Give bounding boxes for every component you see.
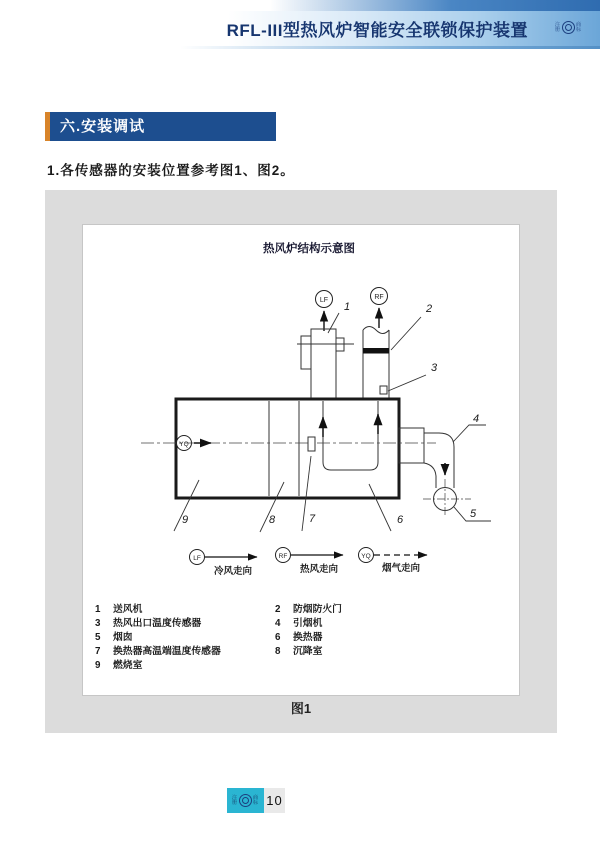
callout-2: 2 (426, 303, 433, 315)
callout-4: 4 (473, 413, 480, 425)
callout-7: 7 (309, 513, 316, 525)
lf-sensor-label: LF (319, 297, 329, 304)
trademark-logo (555, 21, 582, 34)
header-top-stripe (270, 0, 600, 11)
rf-sensor-label: RF (374, 294, 384, 301)
section-title: 六.安装调试 (45, 112, 276, 141)
trademark-emblem-icon (562, 21, 575, 34)
page-title: RFL-III型热风炉智能安全联锁保护装置 (226, 21, 528, 40)
furnace-diagram (83, 225, 519, 695)
part-no-7: 7 (95, 646, 101, 657)
parts-list (95, 602, 342, 671)
footer-trademark (232, 794, 259, 807)
callout-1: 1 (344, 301, 351, 313)
figure-frame (45, 190, 557, 733)
blower-symbol (297, 329, 354, 399)
part-no-4: 4 (275, 618, 281, 629)
diagram-title: 热风炉结构示意图 (263, 243, 355, 255)
part-name-4: 引烟机 (293, 618, 323, 629)
callout-8: 8 (269, 514, 276, 526)
part-name-2: 防烟防火门 (293, 604, 342, 615)
footer-emblem-icon (239, 794, 252, 807)
callout-6: 6 (397, 514, 404, 526)
outlet-temp-sensor-symbol (380, 386, 387, 394)
part-name-5: 烟囱 (113, 632, 133, 643)
flow-hot-label: 热风走向 (299, 564, 339, 575)
header-bottom-stripe (180, 46, 600, 49)
flow-cold-code: LF (193, 555, 201, 562)
callout-9: 9 (182, 514, 189, 526)
figure-caption: 图1 (290, 701, 312, 716)
part-name-7: 换热器高温端温度传感器 (113, 646, 221, 657)
part-name-9: 燃烧室 (113, 660, 143, 671)
hightemp-sensor-symbol (308, 437, 315, 451)
diagram-panel (82, 224, 520, 696)
heat-exchanger-tube-symbol (323, 401, 378, 470)
part-no-9: 9 (95, 660, 101, 671)
page-number: 10 (264, 788, 285, 813)
trademark-right-label: 商标 (576, 21, 582, 33)
footer-trademark-right: 商标 (253, 794, 259, 806)
page-footer (0, 788, 600, 814)
part-no-6: 6 (275, 632, 281, 643)
part-name-8: 沉降室 (293, 646, 323, 657)
part-no-1: 1 (95, 604, 101, 615)
flow-hot-code: RF (278, 553, 288, 560)
flow-legend-cold (190, 550, 258, 578)
trademark-left-label: 注册 (555, 21, 561, 33)
fire-damper-symbol (363, 348, 389, 354)
flow-gas-code: YQ (361, 553, 371, 560)
part-no-2: 2 (275, 604, 281, 615)
chimney-fan-symbol (423, 479, 471, 517)
flow-gas-label: 烟气走向 (381, 563, 421, 574)
flow-cold-label: 冷风走向 (213, 566, 253, 577)
rf-sensor-symbol (371, 288, 388, 329)
footer-trademark-left: 注册 (232, 794, 238, 806)
yq-sensor-label: YQ (179, 441, 189, 448)
page-header (0, 0, 600, 50)
flow-legend-hot (276, 548, 344, 576)
footer-logo (227, 788, 264, 813)
callout-5: 5 (470, 508, 477, 520)
intro-text: 1.各传感器的安装位置参考图1、图2。 (47, 163, 295, 178)
part-name-6: 换热器 (293, 632, 323, 643)
part-no-3: 3 (95, 618, 101, 629)
part-no-8: 8 (275, 646, 281, 657)
part-no-5: 5 (95, 632, 101, 643)
callout-3: 3 (431, 362, 438, 374)
part-name-1: 送风机 (113, 604, 143, 615)
flue-elbow-symbol (399, 428, 454, 488)
lf-sensor-symbol (316, 291, 333, 332)
part-name-3: 热风出口温度传感器 (113, 618, 202, 629)
furnace-body-symbol (176, 399, 399, 498)
flow-legend-gas (359, 548, 428, 575)
